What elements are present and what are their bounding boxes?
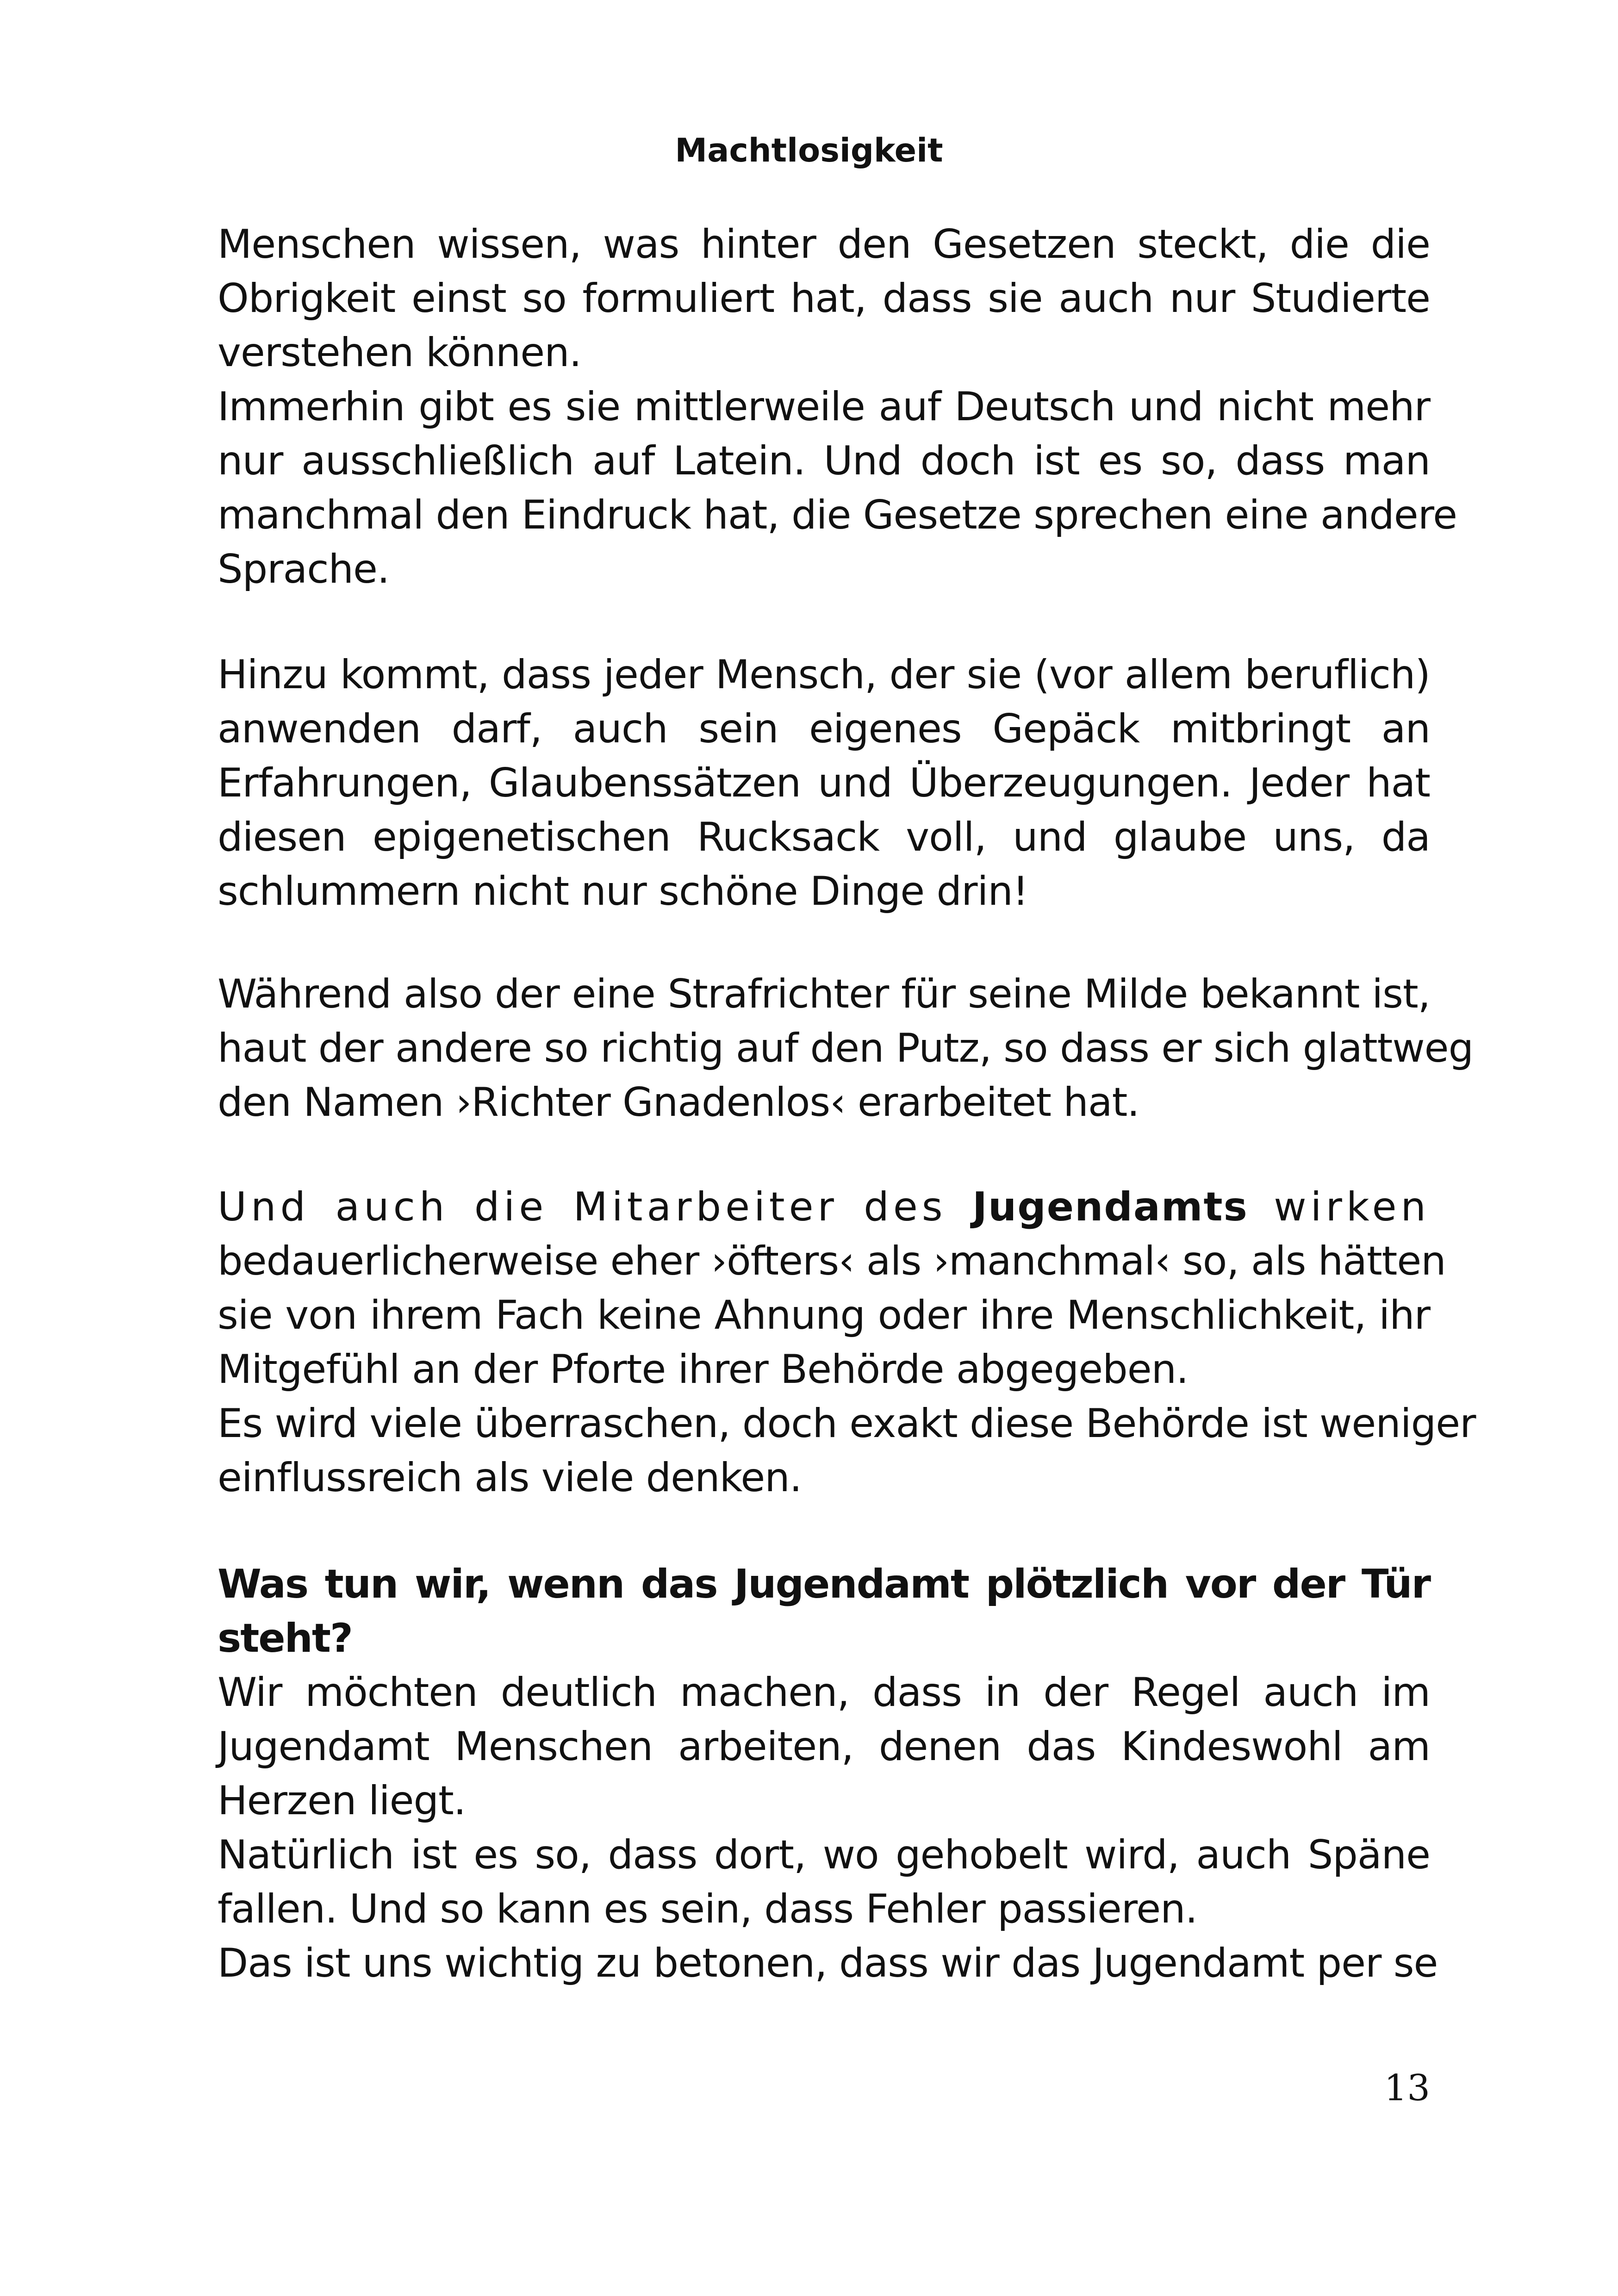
text-line: schlummern nicht nur schöne Dinge drin! — [218, 868, 1028, 915]
text-line: verstehen können. — [218, 330, 581, 376]
text-line: anwenden darf, auch sein eigenes Gepäck mitbringt an — [218, 706, 1430, 752]
text-line: diesen epigenetischen Rucksack voll, und glaube uns, da — [218, 814, 1430, 860]
text-line: Herzen liegt. — [218, 1778, 466, 1824]
text-line: bedauerlicherweise eher ›öfters‹ als ›manchmal‹ so, als hätten — [218, 1238, 1446, 1284]
running-title: Machtlosigkeit — [675, 131, 943, 169]
line-prefix: Und auch die Mitarbeiter des — [218, 1184, 947, 1230]
text-line: Während also der eine Strafrichter für seine Milde bekannt ist, — [218, 971, 1430, 1017]
text-line: manchmal den Eindruck hat, die Gesetze sprechen eine andere — [218, 492, 1457, 538]
section-heading: steht? — [218, 1615, 352, 1661]
text-line: Jugendamt Menschen arbeiten, denen das Kindeswohl am — [218, 1724, 1430, 1770]
text-line: Immerhin gibt es sie mittlerweile auf Deutsch und nicht mehr — [218, 384, 1430, 430]
text-line: einflussreich als viele denken. — [218, 1455, 802, 1501]
section-heading: Was tun wir, wenn das Jugendamt plötzlich vor der Tür — [218, 1561, 1430, 1607]
line-suffix: wirken — [1274, 1184, 1430, 1230]
section-block — [218, 1557, 1438, 1991]
text-line: Wir möchten deutlich machen, dass in der Regel auch im — [218, 1669, 1430, 1716]
text-line: Hinzu kommt, dass jeder Mensch, der sie (vor allem beruflich) — [218, 652, 1430, 698]
emphasized-term: Jugendamts — [972, 1184, 1248, 1230]
text-line: den Namen ›Richter Gnadenlos‹ erarbeitet hat. — [218, 1079, 1139, 1126]
text-line — [218, 1180, 1430, 1234]
text-line: Natürlich ist es so, dass dort, wo gehobelt wird, auch Späne — [218, 1832, 1430, 1878]
page-number: 13 — [1384, 2067, 1430, 2109]
paragraph-block-2 — [218, 648, 1430, 919]
text-line: Es wird viele überraschen, doch exakt diese Behörde ist weniger — [218, 1400, 1476, 1447]
text-line: haut der andere so richtig auf den Putz, so dass er sich glattweg — [218, 1025, 1474, 1071]
text-line: Das ist uns wichtig zu betonen, dass wir das Jugendamt per se — [218, 1940, 1438, 1986]
text-line: nur ausschließlich auf Latein. Und doch ist es so, dass man — [218, 438, 1430, 484]
text-line: Menschen wissen, was hinter den Gesetzen steckt, die die — [218, 221, 1430, 268]
paragraph-block-3 — [218, 967, 1474, 1130]
text-line: Erfahrungen, Glaubenssätzen und Überzeugungen. Jeder hat — [218, 760, 1430, 806]
text-line: sie von ihrem Fach keine Ahnung oder ihre Menschlichkeit, ihr — [218, 1292, 1430, 1338]
text-line: Sprache. — [218, 546, 390, 592]
text-line: Obrigkeit einst so formuliert hat, dass sie auch nur Studierte — [218, 275, 1430, 322]
paragraph-block-4 — [218, 1180, 1476, 1505]
text-line: fallen. Und so kann es sein, dass Fehler passieren. — [218, 1886, 1198, 1932]
paragraph-block-1 — [218, 218, 1457, 597]
text-line: Mitgefühl an der Pforte ihrer Behörde abgegeben. — [218, 1346, 1189, 1393]
